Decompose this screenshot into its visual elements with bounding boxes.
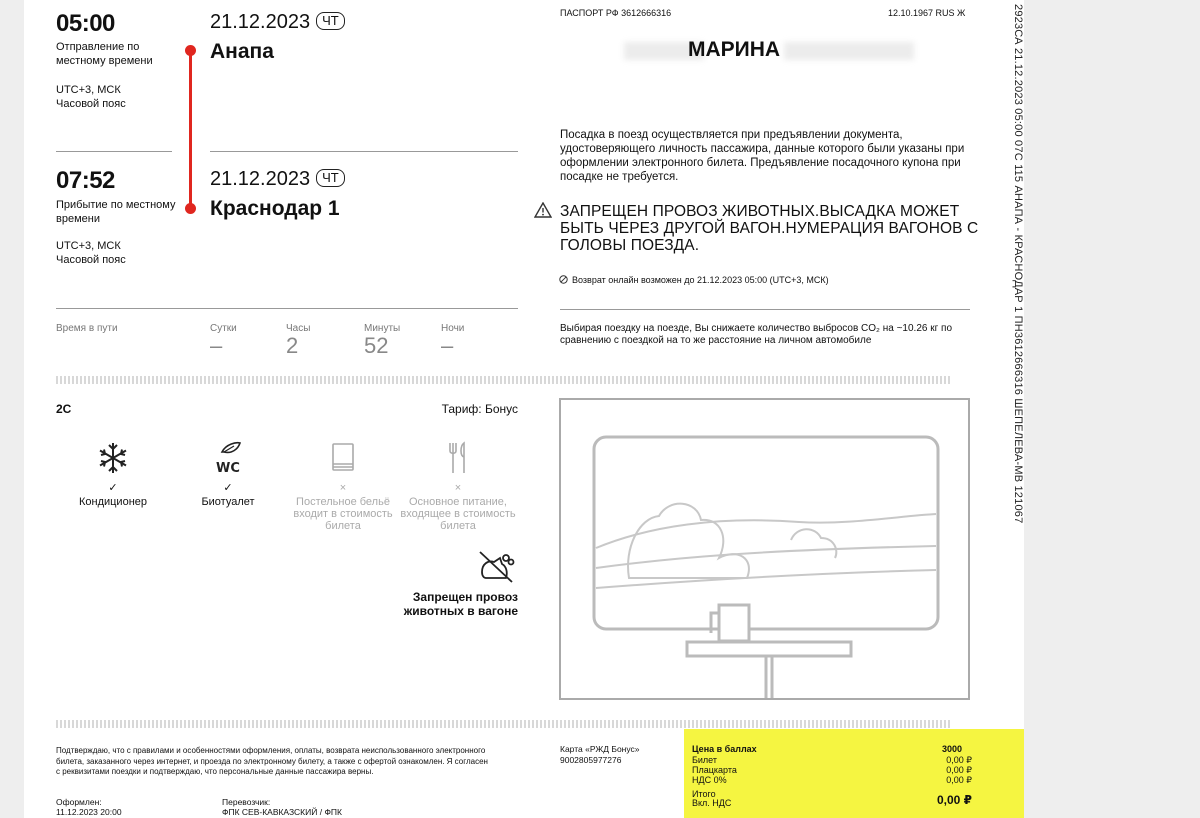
refund-icon: [559, 275, 568, 284]
dashed-separator: [56, 720, 952, 728]
days-label: Сутки: [210, 323, 237, 334]
arrival-time: 07:52: [56, 167, 115, 194]
amenity-label: Кондиционер: [78, 496, 148, 508]
divider: [210, 151, 518, 152]
bonus-card-label: Карта «РЖД Бонус»: [560, 744, 640, 754]
total-vat-label: Вкл. НДС: [692, 798, 732, 808]
vat-label: НДС 0%: [692, 775, 727, 785]
warning-icon: [534, 202, 552, 218]
issued-label: Оформлен:: [56, 797, 102, 807]
no-pets-icon: [476, 550, 516, 584]
amenity-meal: [398, 440, 518, 532]
points-label: Цена в баллах: [692, 744, 757, 754]
route-start-dot: [185, 45, 196, 56]
minutes-value: 52: [364, 333, 389, 358]
co2-notice: Выбирая поездку на поезде, Вы снижаете количество выбросов CO₂ на ~10.26 кг по сравнению с поездкой на то же расстояние на личном автомобиле: [560, 323, 953, 346]
amenity-label: Биотуалет: [201, 496, 255, 508]
arrival-city: Краснодар 1: [210, 197, 340, 220]
departure-tz-label: Часовой пояс: [56, 98, 126, 110]
departure-date: 21.12.2023: [210, 11, 311, 33]
route-line: [189, 50, 192, 208]
amenity-mark: ✓: [108, 482, 118, 494]
departure-date-row: [210, 11, 345, 34]
departure-time: 05:00: [56, 10, 115, 37]
route-end-dot: [185, 203, 196, 214]
consent-text: Подтверждаю, что с правилами и особенностями оформления, оплаты, возврата неиспользованного электронного билета, заказанного через интернет, и проезда по электронному билету, а также с офертой ознакомлен. Я согласен с реквизитами поездки и подтверждаю, что персональные данные пассажира верны.: [56, 746, 488, 776]
pets-label: Запрещен провоз животных в вагоне: [403, 590, 518, 618]
arrival-tz: UTC+3, МСК: [56, 240, 121, 252]
carrier-label: Перевозчик:: [222, 797, 271, 807]
ticket-label: Билет: [692, 755, 718, 765]
platz-label: Плацкарта: [692, 765, 737, 775]
days-value: –: [210, 333, 223, 358]
boarding-notice: Посадка в поезд осуществляется при предъявлении документа, удостоверяющего личность пассажира, данные которого были указаны при оформлении электронного билета. Предъявление посадочного купона при посадке не требуется.: [560, 129, 965, 183]
carriage-window-illustration: [559, 398, 970, 700]
passport: ПАСПОРТ РФ 3612666316: [560, 8, 672, 18]
ticket-sheet: [24, 0, 1024, 818]
refund-notice: Возврат онлайн возможен до 21.12.2023 05:00 (UTC+3, МСК): [572, 275, 829, 285]
passenger-name: МАРИНА: [688, 38, 781, 61]
amenity-label: Постельное бельё входит в стоимость билета: [293, 496, 393, 532]
arrival-date: 21.12.2023: [210, 168, 311, 190]
tariff: Тариф: Бонус: [441, 402, 518, 416]
vertical-ticket-code: 2923СА 21.12.2023 05:00 07С 115 АНАПА - КРАСНОДАР 1 ПН3612666316 ШЕПЕЛЕВА-МВ 121067: [1012, 4, 1024, 524]
bedding-icon: [325, 440, 361, 476]
amenity-conditioner: [53, 440, 173, 508]
points-value: 3000: [941, 744, 962, 754]
warning-text: ЗАПРЕЩЕН ПРОВОЗ ЖИВОТНЫХ.ВЫСАДКА МОЖЕТ БЫТЬ ЧЕРЕЗ ДРУГОЙ ВАГОН.НУМЕРАЦИЯ ВАГОНОВ С ГОЛОВЫ ПОЕЗДА.: [560, 203, 979, 254]
hours-label: Часы: [286, 323, 311, 334]
platz-value: 0,00 ₽: [946, 765, 972, 775]
divider: [56, 151, 172, 152]
duration-label: Время в пути: [56, 323, 118, 334]
carrier-name: ФПК СЕВ-КАВКАЗСКИЙ / ФПК: [222, 807, 342, 817]
bonus-card-number: 9002805977276: [560, 755, 622, 765]
price-box: [684, 729, 1024, 818]
arrival-weekday: ЧТ: [316, 169, 345, 187]
total-value: 0,00 ₽: [936, 793, 972, 807]
departure-weekday: ЧТ: [316, 12, 345, 30]
departure-city: Анапа: [210, 40, 274, 63]
amenity-mark: ×: [454, 482, 462, 494]
wc-icon: [210, 440, 246, 476]
arrival-date-row: [210, 168, 345, 191]
departure-tz: UTC+3, МСК: [56, 84, 121, 96]
nights-value: –: [441, 333, 454, 358]
arrival-time-label: Прибытие по местному времени: [56, 199, 176, 225]
minutes-label: Минуты: [364, 323, 401, 334]
divider: [560, 309, 970, 310]
car-class: 2С: [56, 402, 72, 416]
divider: [56, 308, 518, 309]
svg-text:WC: WC: [216, 461, 240, 476]
meal-icon: [440, 440, 476, 476]
amenity-mark: ×: [339, 482, 347, 494]
total-label: Итого: [692, 789, 716, 799]
arrival-tz-label: Часовой пояс: [56, 254, 126, 266]
departure-time-label: Отправление по местному времени: [56, 41, 153, 67]
amenity-mark: ✓: [223, 482, 233, 494]
snowflake-icon: [95, 440, 131, 476]
ticket-value: 0,00 ₽: [946, 755, 972, 765]
amenity-label: Основное питание, входящее в стоимость билета: [400, 496, 516, 532]
dashed-separator: [56, 376, 952, 384]
issued-date: 11.12.2023 20:00: [56, 807, 122, 817]
redacted-name-part: [784, 42, 914, 60]
vat-value: 0,00 ₽: [946, 775, 972, 785]
hours-value: 2: [286, 333, 299, 358]
amenity-bedding: [283, 440, 403, 532]
nights-label: Ночи: [441, 323, 465, 334]
birth-info: 12.10.1967 RUS Ж: [888, 8, 966, 18]
amenity-biotoilet: [168, 440, 288, 508]
